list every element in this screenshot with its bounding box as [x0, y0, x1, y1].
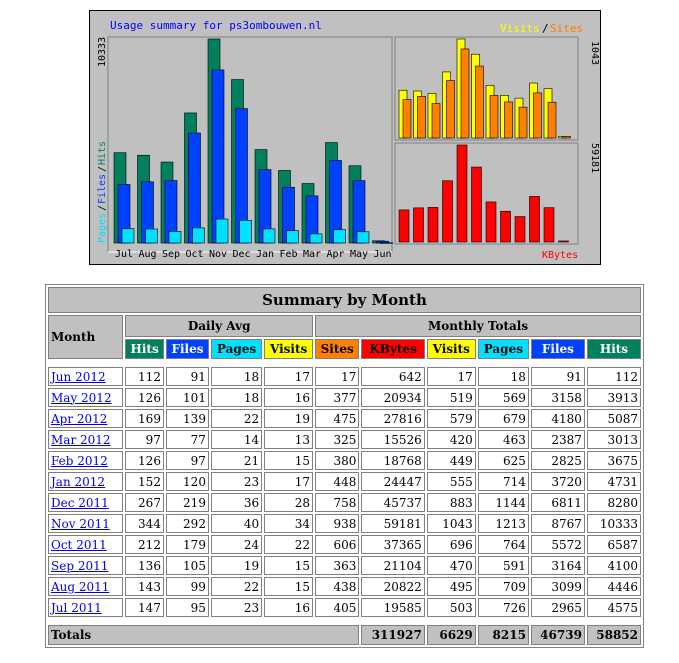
- totals-label: Totals: [48, 625, 359, 645]
- monthly-cell: 4446: [587, 577, 641, 596]
- legend-visits: Visits: [500, 22, 540, 35]
- table-row: [48, 409, 641, 428]
- pages-bar: [381, 243, 393, 244]
- kbytes-bar: [544, 208, 554, 242]
- monthly-cell: 3099: [531, 577, 585, 596]
- daily-cell: 24: [211, 535, 262, 554]
- axis-sep-2: /: [97, 165, 108, 172]
- month-link[interactable]: Jun 2012: [51, 369, 106, 384]
- daily-cell: 17: [264, 472, 313, 491]
- month-tick-label: Aug: [138, 249, 157, 260]
- daily-cell: 147: [125, 598, 164, 617]
- daily-cell: 16: [264, 388, 313, 407]
- daily-cell: 22: [211, 409, 262, 428]
- sites-bar: [490, 95, 498, 138]
- monthly-cell: 764: [478, 535, 529, 554]
- monthly-cell: 10333: [587, 514, 641, 533]
- daily-cell: 19: [211, 556, 262, 575]
- totals-hits: 58852: [587, 625, 641, 645]
- monthly-cell: 475: [315, 409, 359, 428]
- graph-title: Usage summary for ps3ombouwen.nl: [110, 19, 322, 32]
- daily-cell: 105: [166, 556, 209, 575]
- daily-cell: 169: [125, 409, 164, 428]
- monthly-cell: 2965: [531, 598, 585, 617]
- monthly-cell: 555: [427, 472, 476, 491]
- month-link[interactable]: May 2012: [51, 390, 112, 405]
- monthly-cell: 20934: [361, 388, 424, 407]
- monthly-cell: 37365: [361, 535, 424, 554]
- monthly-cell: 625: [478, 451, 529, 470]
- sites-bar: [476, 66, 484, 138]
- monthly-cell: 5087: [587, 409, 641, 428]
- month-link[interactable]: Oct 2011: [51, 537, 107, 552]
- monthly-totals-header: Monthly Totals: [315, 315, 641, 337]
- monthly-cell: 519: [427, 388, 476, 407]
- axis-files-label: Files: [97, 173, 108, 204]
- pages-bar: [122, 229, 134, 243]
- files-bar: [189, 133, 201, 243]
- kbytes-bar: [515, 217, 525, 242]
- daily-cell: 15: [264, 556, 313, 575]
- kbytes-bar: [486, 202, 496, 242]
- month-header: Month: [48, 315, 123, 359]
- monthly-cell: 17: [315, 367, 359, 386]
- kbytes-bar: [501, 211, 511, 242]
- monthly-cell: 15526: [361, 430, 424, 449]
- daily-cell: 15: [264, 577, 313, 596]
- files-bar: [212, 70, 224, 243]
- month-cell: [48, 430, 123, 449]
- col-monthly-pages: Pages: [478, 339, 529, 359]
- monthly-cell: 3164: [531, 556, 585, 575]
- pages-bar: [263, 229, 275, 243]
- kbytes-bar: [472, 167, 482, 242]
- table-row: [48, 535, 641, 554]
- month-tick-label: Feb: [279, 249, 298, 260]
- monthly-cell: 438: [315, 577, 359, 596]
- monthly-cell: 112: [587, 367, 641, 386]
- month-tick-label: Jul: [114, 249, 134, 260]
- col-daily-hits: Hits: [125, 339, 164, 359]
- col-monthly-sites: Sites: [315, 339, 359, 359]
- monthly-cell: 2387: [531, 430, 585, 449]
- monthly-cell: 325: [315, 430, 359, 449]
- col-monthly-kbytes: KBytes: [361, 339, 424, 359]
- month-link[interactable]: Aug 2011: [51, 579, 110, 594]
- daily-cell: 14: [211, 430, 262, 449]
- sites-bar: [548, 102, 556, 138]
- monthly-cell: 2825: [531, 451, 585, 470]
- daily-cell: 152: [125, 472, 164, 491]
- month-tick-label: Oct: [185, 249, 204, 260]
- month-tick-label: Dec: [232, 249, 251, 260]
- table-row: [48, 577, 641, 596]
- month-cell: [48, 493, 123, 512]
- daily-cell: 22: [211, 577, 262, 596]
- monthly-cell: 1043: [427, 514, 476, 533]
- monthly-cell: 758: [315, 493, 359, 512]
- daily-cell: 22: [264, 535, 313, 554]
- sites-bar: [563, 136, 571, 138]
- month-cell: [48, 367, 123, 386]
- monthly-cell: 3913: [587, 388, 641, 407]
- kbytes-label: KBytes: [542, 250, 579, 261]
- legend-slash: /: [542, 22, 549, 35]
- sites-bar: [505, 102, 513, 138]
- kbytes-bar: [414, 208, 424, 242]
- daily-cell: 267: [125, 493, 164, 512]
- monthly-cell: 495: [427, 577, 476, 596]
- kbytes-bar: [399, 210, 409, 242]
- daily-cell: 143: [125, 577, 164, 596]
- monthly-cell: 470: [427, 556, 476, 575]
- month-link[interactable]: Sep 2011: [51, 558, 109, 573]
- axis-pages-label: Pages: [97, 212, 108, 243]
- monthly-cell: 4731: [587, 472, 641, 491]
- monthly-cell: 20822: [361, 577, 424, 596]
- daily-cell: 28: [264, 493, 313, 512]
- daily-avg-header: Daily Avg: [125, 315, 313, 337]
- summary-table: [45, 284, 644, 648]
- monthly-cell: 938: [315, 514, 359, 533]
- col-daily-visits: Visits: [264, 339, 313, 359]
- monthly-cell: 709: [478, 577, 529, 596]
- month-cell: [48, 598, 123, 617]
- usage-graph: [89, 10, 601, 265]
- sites-bar: [519, 107, 527, 138]
- col-monthly-files: Files: [531, 339, 585, 359]
- monthly-cell: 6811: [531, 493, 585, 512]
- monthly-cell: 4180: [531, 409, 585, 428]
- monthly-cell: 463: [478, 430, 529, 449]
- monthly-cell: 8767: [531, 514, 585, 533]
- month-tick-label: Sep: [161, 249, 181, 260]
- month-link[interactable]: Mar 2012: [51, 432, 111, 447]
- month-cell: [48, 577, 123, 596]
- daily-cell: 21: [211, 451, 262, 470]
- totals-row: [48, 625, 641, 645]
- monthly-cell: 19585: [361, 598, 424, 617]
- monthly-cell: 1213: [478, 514, 529, 533]
- totals-pages: 8215: [478, 625, 529, 645]
- monthly-cell: 3675: [587, 451, 641, 470]
- monthly-cell: 5572: [531, 535, 585, 554]
- left-axis-max: 10333: [97, 36, 108, 67]
- month-tick-label: Mar: [302, 249, 322, 260]
- axis-sep-1: /: [97, 204, 108, 211]
- table-row: [48, 451, 641, 470]
- daily-cell: 18: [211, 388, 262, 407]
- monthly-cell: 4100: [587, 556, 641, 575]
- monthly-cell: 883: [427, 493, 476, 512]
- usage-graph-svg: [90, 11, 600, 264]
- month-cell: [48, 409, 123, 428]
- daily-cell: 136: [125, 556, 164, 575]
- pages-bar: [357, 232, 369, 243]
- month-cell: [48, 556, 123, 575]
- month-tick-label: May: [349, 249, 369, 260]
- monthly-cell: 18: [478, 367, 529, 386]
- daily-cell: 344: [125, 514, 164, 533]
- table-row: [48, 514, 641, 533]
- col-monthly-hits: Hits: [587, 339, 641, 359]
- pages-bar: [310, 234, 322, 243]
- daily-cell: 126: [125, 388, 164, 407]
- monthly-cell: 91: [531, 367, 585, 386]
- daily-cell: 97: [125, 430, 164, 449]
- monthly-cell: 377: [315, 388, 359, 407]
- totals-visits: 6629: [427, 625, 476, 645]
- kbytes-bar: [428, 207, 438, 242]
- daily-cell: 19: [264, 409, 313, 428]
- month-cell: [48, 472, 123, 491]
- monthly-cell: 8280: [587, 493, 641, 512]
- daily-cell: 95: [166, 598, 209, 617]
- monthly-cell: 59181: [361, 514, 424, 533]
- axis-hits-label: Hits: [97, 140, 108, 165]
- daily-cell: 40: [211, 514, 262, 533]
- monthly-cell: 3720: [531, 472, 585, 491]
- daily-cell: 17: [264, 367, 313, 386]
- daily-cell: 77: [166, 430, 209, 449]
- monthly-cell: 1144: [478, 493, 529, 512]
- month-cell: [48, 514, 123, 533]
- daily-cell: 126: [125, 451, 164, 470]
- monthly-cell: 420: [427, 430, 476, 449]
- monthly-cell: 3158: [531, 388, 585, 407]
- sites-bar: [432, 104, 440, 138]
- pages-bar: [216, 219, 228, 243]
- month-tick-label: Nov: [208, 249, 228, 260]
- table-row: [48, 388, 641, 407]
- daily-cell: 36: [211, 493, 262, 512]
- month-tick-label: Jan: [255, 249, 275, 260]
- monthly-cell: 726: [478, 598, 529, 617]
- month-link[interactable]: Jul 2011: [51, 600, 102, 615]
- table-row: [48, 598, 641, 617]
- daily-cell: 97: [166, 451, 209, 470]
- monthly-cell: 45737: [361, 493, 424, 512]
- sites-bar: [447, 80, 455, 138]
- pages-bar: [146, 229, 158, 243]
- summary-title: Summary by Month: [48, 287, 641, 313]
- pages-bar: [193, 228, 205, 243]
- month-link[interactable]: Feb 2012: [51, 453, 108, 468]
- month-link[interactable]: Dec 2011: [51, 495, 109, 510]
- month-tick-label: Apr: [326, 249, 345, 260]
- col-daily-files: Files: [166, 339, 209, 359]
- col-daily-pages: Pages: [211, 339, 262, 359]
- daily-cell: 99: [166, 577, 209, 596]
- monthly-cell: 27816: [361, 409, 424, 428]
- monthly-cell: 642: [361, 367, 424, 386]
- kbytes-bar: [559, 241, 569, 242]
- kbytes-bar: [457, 145, 467, 242]
- monthly-cell: 591: [478, 556, 529, 575]
- monthly-cell: 6587: [587, 535, 641, 554]
- monthly-cell: 579: [427, 409, 476, 428]
- month-cell: [48, 451, 123, 470]
- daily-cell: 219: [166, 493, 209, 512]
- pages-bar: [240, 220, 252, 243]
- pages-bar: [169, 231, 181, 243]
- sites-bar: [418, 96, 426, 138]
- monthly-cell: 679: [478, 409, 529, 428]
- daily-cell: 91: [166, 367, 209, 386]
- monthly-cell: 449: [427, 451, 476, 470]
- sites-bar: [461, 49, 469, 138]
- pages-bar: [287, 231, 299, 243]
- monthly-cell: 503: [427, 598, 476, 617]
- month-link[interactable]: Jan 2012: [51, 474, 106, 489]
- table-row: [48, 367, 641, 386]
- monthly-cell: 696: [427, 535, 476, 554]
- monthly-cell: 380: [315, 451, 359, 470]
- table-row: [48, 556, 641, 575]
- daily-cell: 34: [264, 514, 313, 533]
- monthly-cell: 24447: [361, 472, 424, 491]
- table-row: [48, 472, 641, 491]
- month-cell: [48, 535, 123, 554]
- daily-cell: 139: [166, 409, 209, 428]
- sites-bar: [403, 100, 411, 138]
- monthly-cell: 363: [315, 556, 359, 575]
- monthly-cell: 17: [427, 367, 476, 386]
- pages-bar: [334, 230, 346, 243]
- daily-cell: 23: [211, 598, 262, 617]
- table-row: [48, 493, 641, 512]
- daily-cell: 18: [211, 367, 262, 386]
- daily-cell: 15: [264, 451, 313, 470]
- monthly-cell: 405: [315, 598, 359, 617]
- monthly-cell: 714: [478, 472, 529, 491]
- daily-cell: 101: [166, 388, 209, 407]
- daily-cell: 179: [166, 535, 209, 554]
- sites-bar: [534, 93, 542, 138]
- month-link[interactable]: Apr 2012: [51, 411, 108, 426]
- month-link[interactable]: Nov 2011: [51, 516, 110, 531]
- daily-cell: 292: [166, 514, 209, 533]
- daily-cell: 112: [125, 367, 164, 386]
- month-tick-label: Jun: [373, 249, 392, 260]
- monthly-cell: 4575: [587, 598, 641, 617]
- legend-sites: Sites: [550, 22, 584, 35]
- daily-cell: 23: [211, 472, 262, 491]
- monthly-cell: 448: [315, 472, 359, 491]
- kbytes-bar: [530, 196, 540, 242]
- table-row: [48, 430, 641, 449]
- month-cell: [48, 388, 123, 407]
- kbytes-bar: [443, 181, 453, 242]
- daily-cell: 120: [166, 472, 209, 491]
- monthly-cell: 3013: [587, 430, 641, 449]
- right-bottom-max: 59181: [589, 143, 600, 174]
- monthly-cell: 21104: [361, 556, 424, 575]
- totals-kbytes: 311927: [361, 625, 424, 645]
- daily-cell: 13: [264, 430, 313, 449]
- monthly-cell: 569: [478, 388, 529, 407]
- monthly-cell: 606: [315, 535, 359, 554]
- daily-cell: 16: [264, 598, 313, 617]
- totals-files: 46739: [531, 625, 585, 645]
- right-top-max: 1043: [589, 41, 600, 66]
- monthly-cell: 18768: [361, 451, 424, 470]
- daily-cell: 212: [125, 535, 164, 554]
- col-monthly-visits: Visits: [427, 339, 476, 359]
